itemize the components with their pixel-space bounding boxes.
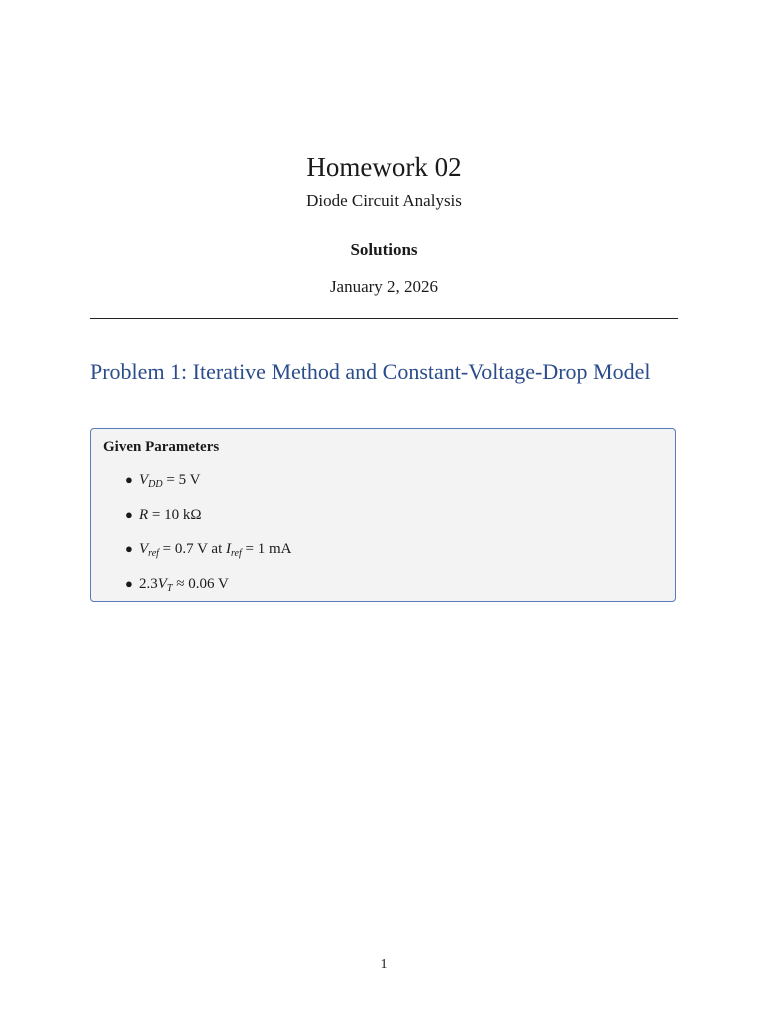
title-divider xyxy=(90,318,678,319)
param-symbol: R xyxy=(139,507,149,523)
param-symbol-2: I xyxy=(226,541,231,557)
bullet-icon: ● xyxy=(125,541,133,556)
document-subtitle: Diode Circuit Analysis xyxy=(306,191,462,210)
param-prefix: 2.3 xyxy=(139,576,158,592)
bullet-icon: ● xyxy=(125,472,133,487)
param-value: = 5 V xyxy=(162,472,201,488)
param-subscript: DD xyxy=(148,479,163,490)
param-vdd xyxy=(125,470,200,490)
param-value-2: = 1 mA xyxy=(241,541,292,557)
given-parameters-box xyxy=(90,428,676,602)
param-subscript: T xyxy=(166,583,173,594)
param-value: = 10 kΩ xyxy=(148,507,202,523)
param-value: = 0.7 V at xyxy=(158,541,226,557)
page-number: 1 xyxy=(380,957,388,972)
document-date: January 2, 2026 xyxy=(329,277,439,296)
given-parameters-title: Given Parameters xyxy=(103,439,220,455)
bullet-icon: ● xyxy=(125,507,133,522)
param-symbol: V xyxy=(139,472,149,488)
solutions-label: Solutions xyxy=(350,240,418,259)
param-r xyxy=(125,505,202,525)
param-vt xyxy=(125,574,229,594)
document-title: Homework 02 xyxy=(306,152,462,182)
problem-1-heading: Problem 1: Iterative Method and Constant-Voltage-Drop Model xyxy=(90,359,651,384)
param-value: ≈ 0.06 V xyxy=(172,576,229,592)
param-subscript-2: ref xyxy=(231,548,242,559)
bullet-icon: ● xyxy=(125,576,133,591)
param-vref xyxy=(125,539,291,559)
param-symbol: V xyxy=(139,541,149,557)
param-symbol: V xyxy=(157,576,167,592)
param-subscript: ref xyxy=(148,548,159,559)
